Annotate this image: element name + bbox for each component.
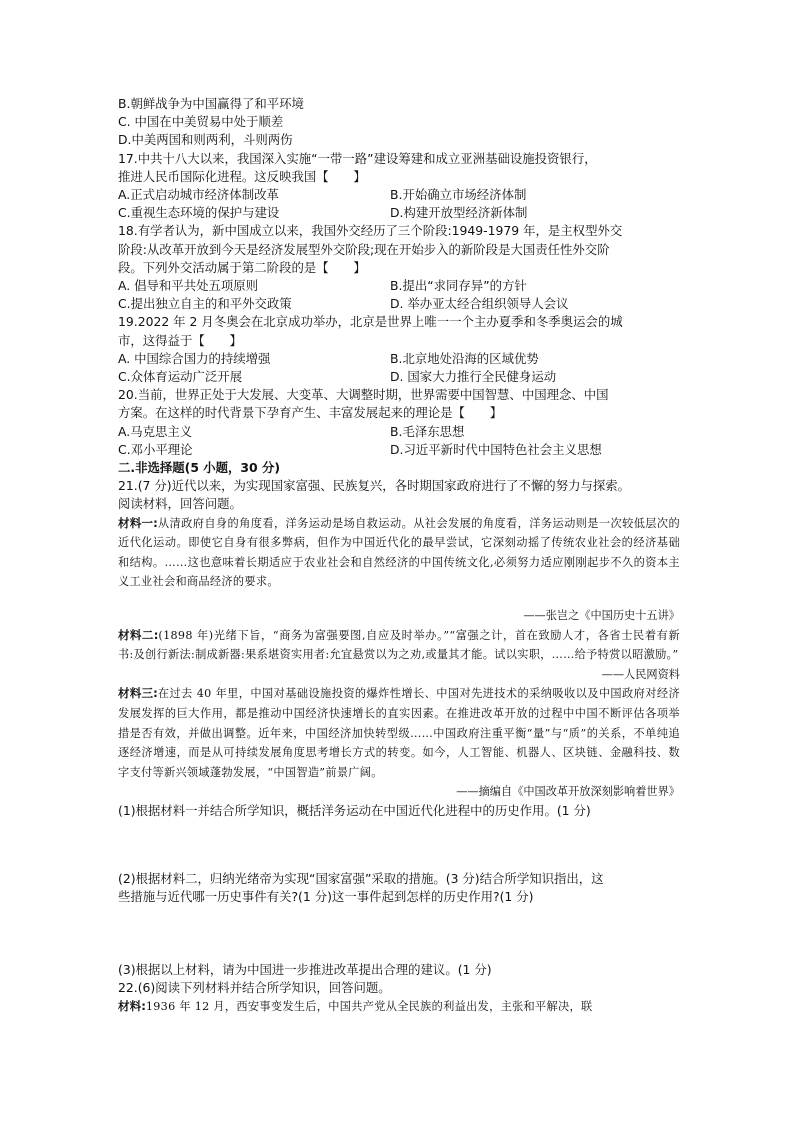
q20-option-a: A.马克思主义 bbox=[118, 423, 193, 439]
material-1-label: 材料一: bbox=[118, 515, 158, 530]
q17-option-c: C.重视生态环境的保护与建设 bbox=[118, 205, 280, 221]
q17-option-a: A.正式启动城市经济体制改革 bbox=[118, 187, 279, 203]
question-21-intro-cont: 阅读材料，回答问题。 bbox=[118, 496, 242, 512]
question-20-options-row1 bbox=[118, 423, 680, 441]
section-2-heading: 二.非选择题(5 小题，30 分) bbox=[118, 460, 281, 476]
q19-option-a: A. 中国综合国力的持续增强 bbox=[118, 350, 271, 366]
q18-option-a: A. 倡导和平共处五项原则 bbox=[118, 278, 259, 294]
material-2-label: 材料二: bbox=[118, 627, 159, 642]
option-b-line: B.朝鲜战争为中国赢得了和平环境 bbox=[118, 96, 304, 111]
q19-option-b: B.北京地处沿海的区域优势 bbox=[390, 350, 539, 366]
question-22-material bbox=[118, 997, 680, 1017]
q18-option-b: B.提出“求同存异”的方针 bbox=[390, 278, 527, 294]
option-d-line: D.中美两国和则两利，斗则两伤 bbox=[118, 132, 293, 148]
question-17-text-cont: 推进人民币国际化进程。这反映我国【 】 bbox=[118, 168, 366, 184]
question-20-text: 20.当前，世界正处于大发展、大变革、大调整时期，世界需要中国智慧、中国理念、中国 bbox=[118, 387, 609, 403]
question-19-text-cont: 市，这得益于【 】 bbox=[118, 332, 242, 348]
question-18-text: 18.有学者认为，新中国成立以来，我国外交经历了三个阶段:1949-1979 年，是主权型外交 bbox=[118, 223, 623, 239]
answer-space-2 bbox=[118, 907, 680, 961]
material-2-text: (1898 年)光绪下旨，“商务为富强要图,自应及时举办。”“富强之计，首在致励人才，各省士民着有新书:及创行新法:制成新器:果系堪资实用者:允宜悬赏以为之劝,或量其才能。试以实职，……给予特赏以昭激励。” bbox=[118, 628, 680, 662]
question-22-material-text: 1936 年 12 月，西安事变发生后，中国共产党从全民族的利益出发，主张和平解决，联 bbox=[145, 1000, 593, 1013]
option-c-line: C. 中国在中美贸易中处于顺差 bbox=[118, 114, 284, 130]
question-20-options-row2 bbox=[118, 441, 680, 459]
q18-option-c: C.提出独立自主的和平外交政策 bbox=[118, 296, 292, 312]
question-21-2-cont: 些措施与近代哪一历史事件有关?(1 分)这一事件起到怎样的历史作用?(1 分) bbox=[118, 889, 534, 905]
q18-option-d: D. 举办亚太经合组织领导人会议 bbox=[390, 296, 569, 312]
question-18-text-cont1: 阶段:从改革开放到今天是经济发展型外交阶段;现在开始步入的新阶段是大国责任性外交阶 bbox=[118, 241, 610, 257]
answer-space-1 bbox=[118, 820, 680, 870]
question-17-text: 17.中共十八大以来，我国深入实施“一带一路”建设筹建和成立亚洲基础设施投资银行， bbox=[118, 150, 597, 166]
material-1-text: 从清政府自身的角度看，洋务运动是场自救运动。从社会发展的角度看，洋务运动则是一次较低层次的近代化运动。即使它自身有很多弊病，但作为中国近代化的最早尝试，它深刻动摇了传统农业社会的经济基础和结构。……这也意味着长期适应于农业社会和自然经济的中国传统文化,必须努力适应刚刚起步不久的资本主义工业社会和商品经济的要求。 bbox=[118, 516, 680, 589]
q17-option-b: B.开始确立市场经济体制 bbox=[390, 187, 527, 203]
material-3-text: 在过去 40 年里，中国对基础设施投资的爆炸性增长、中国对先进技术的采纳吸收以及中国政府对经济发展发挥的巨大作用，都是推动中国经济快速增长的直实因素。在推进改革开放的过程中中国不断评估各项举措是否有效，并做出调整。近年来，中国经济加快转型级……中国政府注重平衡“量”与“质”的关系，不单纯追逐经济增速，而是从可持续发展角度思考增长方式的转变。如今，人工智能、机器人、区块链、金融科技、数字支付等新兴领域蓬勃发展，“中国智造”前景广阔。 bbox=[118, 687, 680, 779]
question-18-options-row2 bbox=[118, 295, 680, 313]
q20-option-d: D.习近平新时代中国特色社会主义思想 bbox=[390, 441, 602, 457]
question-19-options-row2 bbox=[118, 368, 680, 386]
question-18-options-row1 bbox=[118, 277, 680, 295]
q17-option-d: D.构建开放型经济新体制 bbox=[390, 205, 528, 221]
question-17-options-row1 bbox=[118, 186, 680, 204]
q19-option-d: D. 国家大力推行全民健身运动 bbox=[390, 369, 557, 385]
q19-option-c: C.众体育运动广泛开展 bbox=[118, 369, 243, 385]
question-18-text-cont2: 段。下列外交活动属于第二阶段的是【 】 bbox=[118, 259, 366, 275]
question-21-2: (2)根据材料二，归纳光绪帝为实现“国家富强”采取的措施。(3 分)结合所学知识指出，这 bbox=[118, 871, 604, 887]
question-17-options-row2 bbox=[118, 204, 680, 222]
material-3-label: 材料三: bbox=[118, 686, 158, 701]
q20-option-b: B.毛泽东思想 bbox=[390, 423, 465, 439]
material-2 bbox=[118, 626, 680, 665]
q20-option-c: C.邓小平理论 bbox=[118, 441, 193, 457]
question-21-1: (1)根据材料一并结合所学知识，概括洋务运动在中国近代化进程中的历史作用。(1 分) bbox=[118, 802, 591, 818]
material-3 bbox=[118, 684, 680, 782]
question-19-text: 19.2022 年 2 月冬奥会在北京成功举办，北京是世界上唯一一个主办夏季和冬季奥运会的城 bbox=[118, 314, 623, 330]
material-2-source: ——人民网资料 bbox=[601, 667, 680, 681]
question-21-intro: 21.(7 分)近代以来，为实现国家富强、民族复兴，各时期国家政府进行了不懈的努力与探索。 bbox=[118, 478, 631, 494]
question-21-3: (3)根据以上材料，请为中国进一步推进改革提出合理的建议。(1 分) bbox=[118, 961, 492, 977]
question-20-text-cont: 方案。在这样的时代背景下孕育产生、丰富发展起来的理论是【 】 bbox=[118, 405, 503, 421]
question-22-intro: 22.(6)阅读下列材料并结合所学知识，回答问题。 bbox=[118, 979, 391, 995]
material-3-source: ——摘编自《中国改革开放深刻影响着世界》 bbox=[456, 785, 680, 799]
exam-page bbox=[118, 95, 680, 1017]
question-22-material-label: 材料: bbox=[118, 999, 146, 1013]
question-19-options-row1 bbox=[118, 350, 680, 368]
material-1 bbox=[118, 514, 680, 592]
material-1-source: ——张岂之《中国历史十五讲》 bbox=[523, 609, 680, 623]
